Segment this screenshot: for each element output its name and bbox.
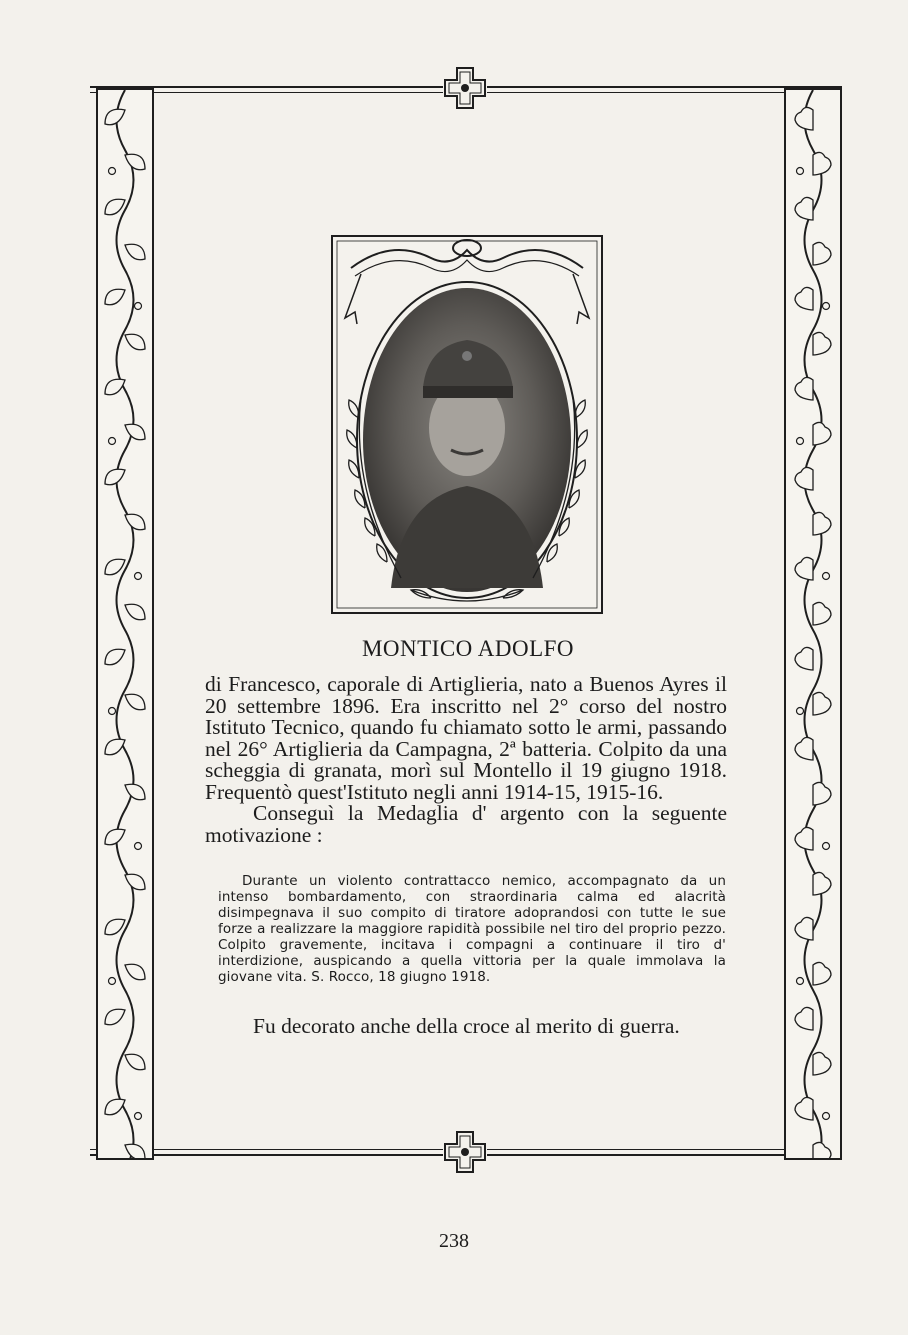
vine-berry bbox=[797, 978, 804, 985]
vine-leaf bbox=[813, 602, 831, 625]
vine-leaf bbox=[125, 874, 145, 889]
vine-leaf bbox=[125, 1144, 145, 1158]
vine-berry bbox=[135, 303, 142, 310]
vine-berry bbox=[797, 438, 804, 445]
vine-leaf bbox=[813, 782, 831, 805]
vine-leaf bbox=[105, 1099, 125, 1114]
vine-berry bbox=[109, 978, 116, 985]
biography-block bbox=[205, 674, 727, 846]
vine-leaf bbox=[795, 1007, 813, 1030]
vine-berry bbox=[109, 168, 116, 175]
vine-leaf bbox=[105, 919, 125, 934]
vine-leaf bbox=[813, 1142, 831, 1158]
vine-leaf bbox=[795, 917, 813, 940]
vine-berry bbox=[823, 303, 830, 310]
vine-leaf bbox=[105, 109, 125, 124]
vine-berry bbox=[797, 708, 804, 715]
vine-leaf bbox=[105, 379, 125, 394]
vine-leaf bbox=[125, 964, 145, 979]
vine-leaf bbox=[105, 739, 125, 754]
vine-leaf bbox=[813, 242, 831, 265]
vine-berry bbox=[109, 708, 116, 715]
vine-leaf bbox=[795, 827, 813, 850]
vine-leaf bbox=[813, 872, 831, 895]
page-number: 238 bbox=[439, 1230, 469, 1252]
vine-leaf bbox=[105, 559, 125, 574]
vine-leaf bbox=[795, 467, 813, 490]
left-vine-border bbox=[96, 88, 154, 1160]
vine-leaf bbox=[795, 647, 813, 670]
vine-leaf bbox=[795, 737, 813, 760]
bottom-cross-ornament bbox=[443, 1130, 487, 1174]
portrait-frame bbox=[331, 228, 603, 614]
vine-leaf bbox=[125, 1054, 145, 1069]
vine-leaf bbox=[795, 1097, 813, 1120]
vine-leaf bbox=[125, 244, 145, 259]
vine-leaf bbox=[105, 199, 125, 214]
vine-berry bbox=[135, 1113, 142, 1120]
vine-leaf bbox=[125, 334, 145, 349]
top-cross-ornament bbox=[443, 66, 487, 110]
vine-berry bbox=[797, 168, 804, 175]
entry-name: MONTICO ADOLFO bbox=[361, 636, 575, 661]
vine-leaf bbox=[795, 287, 813, 310]
medal-intro-text: Conseguì la Medaglia d' argento con la seguente motivazione : bbox=[205, 801, 727, 847]
vine-leaf bbox=[813, 962, 831, 985]
vine-leaf bbox=[813, 152, 831, 175]
medal-citation-block bbox=[218, 873, 726, 985]
medal-citation-text: Durante un violento contrattacco nemico, accompagnato da un intenso bombardamento, con straordinaria calma ed alacrità disimpegnava il suo compito di tiratore adoprandosi con tutte le sue forze a realizzare la maggiore rapidità possibile nel tiro del proprio pezzo. Colpito gravemente, incitava i compagni a continuare il tiro d' interdizione, auspicando a quella vittoria per la quale immolava la giovane vita. S. Rocco, 18 giugno 1918. bbox=[218, 873, 726, 985]
vine-leaf bbox=[813, 512, 831, 535]
vine-leaf bbox=[125, 514, 145, 529]
right-oak-leaf-border bbox=[784, 88, 842, 1160]
vine-leaf bbox=[105, 649, 125, 664]
vine-leaf bbox=[125, 424, 145, 439]
vine-leaf bbox=[105, 829, 125, 844]
vine-leaf bbox=[125, 604, 145, 619]
vine-leaf bbox=[125, 694, 145, 709]
vine-leaf bbox=[795, 557, 813, 580]
vine-leaf bbox=[125, 784, 145, 799]
vine-leaf bbox=[795, 197, 813, 220]
vine-leaf bbox=[125, 154, 145, 169]
vine-leaf bbox=[105, 1009, 125, 1024]
vine-leaf bbox=[813, 332, 831, 355]
closing-block bbox=[205, 1015, 727, 1038]
vine-leaf bbox=[795, 107, 813, 130]
vine-leaf bbox=[105, 289, 125, 304]
vine-berry bbox=[823, 843, 830, 850]
vine-berry bbox=[823, 573, 830, 580]
vine-leaf bbox=[813, 1052, 831, 1075]
vine-berry bbox=[823, 1113, 830, 1120]
vine-leaf bbox=[795, 377, 813, 400]
vine-berry bbox=[135, 843, 142, 850]
vine-leaf bbox=[105, 469, 125, 484]
vine-leaf bbox=[813, 692, 831, 715]
biography-text: di Francesco, caporale di Artiglieria, nato a Buenos Ayres il 20 settembre 1896. Era inscritto nel 2° corso del nostro Istituto Tecnico, quando fu chiamato sotto le armi, passando nel 26° Artiglieria da Campagna, 2ª batteria. Colpito da una scheggia di granata, morì sul Montello il 19 giugno 1918. Frequentò quest'Istituto negli anni 1914-15, 1915-16. bbox=[205, 672, 727, 804]
vine-berry bbox=[109, 438, 116, 445]
vine-berry bbox=[135, 573, 142, 580]
closing-text: Fu decorato anche della croce al merito di guerra. bbox=[253, 1014, 680, 1038]
vine-leaf bbox=[813, 422, 831, 445]
